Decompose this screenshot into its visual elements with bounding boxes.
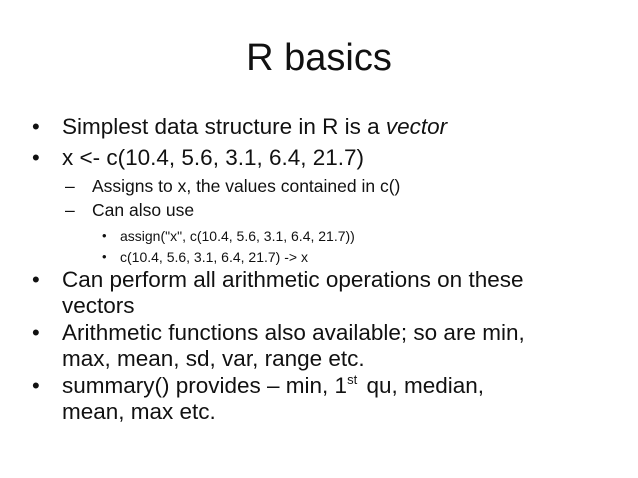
bullet-summary (32, 372, 485, 425)
superscript-st: st (347, 372, 358, 387)
bullet-arithmetic-ops (32, 267, 524, 319)
bullet-text: summary() provides – min, 1 (62, 373, 348, 398)
dash-icon: – (65, 176, 75, 196)
bullet-text-continued: max, mean, sd, var, range etc. (62, 346, 365, 371)
bullet-arithmetic-functions (32, 320, 525, 372)
bullet-icon: • (32, 373, 40, 398)
bullet-vector (32, 114, 448, 140)
bullet-text-continued: mean, max etc. (62, 399, 216, 424)
sub-bullet-text: Can also use (92, 200, 195, 220)
dash-icon: – (65, 200, 75, 220)
sub-sub-bullet-text: c(10.4, 5.6, 3.1, 6.4, 21.7) -> x (120, 249, 308, 265)
sub-sub-bullet-text: assign("x", c(10.4, 5.6, 3.1, 6.4, 21.7)) (120, 228, 355, 244)
bullet-icon: • (32, 114, 40, 139)
bullet-icon: • (102, 228, 107, 243)
bullet-text: Arithmetic functions also available; so are min, (62, 320, 525, 345)
sub-bullet-assigns (65, 176, 401, 197)
bullet-emphasis: vector (385, 114, 448, 139)
bullet-assign-example (32, 145, 365, 171)
bullet-icon: • (32, 267, 40, 292)
bullet-text-after-sup: qu, median, (360, 373, 485, 398)
bullet-icon: • (32, 145, 40, 170)
bullet-icon: • (102, 249, 107, 264)
sub-bullet-can-also-use (65, 200, 195, 221)
bullet-text-continued: vectors (62, 293, 135, 318)
bullet-icon: • (32, 320, 40, 345)
sub-bullet-text: Assigns to x, the values contained in c() (92, 176, 401, 196)
bullet-text: Simplest data structure in R is a (62, 114, 386, 139)
slide-title: R basics (246, 37, 392, 79)
bullet-text: x <- c(10.4, 5.6, 3.1, 6.4, 21.7) (62, 145, 365, 170)
sub-sub-bullet-right-assign (102, 248, 308, 266)
bullet-text: Can perform all arithmetic operations on these (62, 267, 524, 292)
sub-sub-bullet-assign-fn (102, 227, 355, 245)
